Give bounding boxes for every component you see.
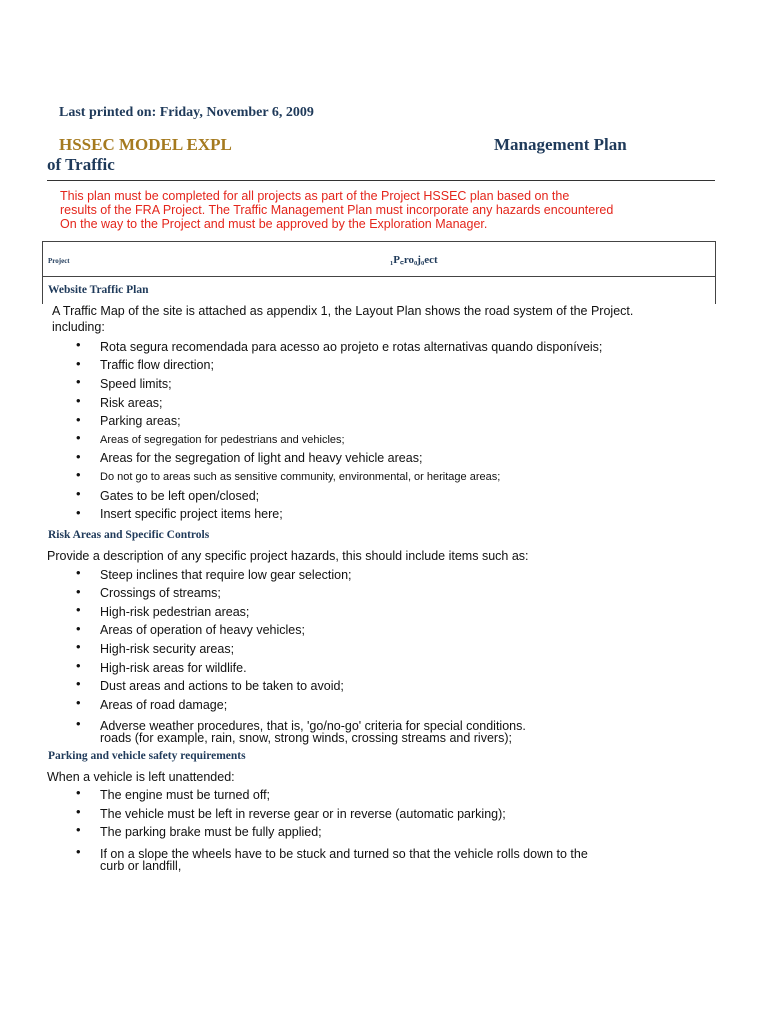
list-item: Do not go to areas such as sensitive community, environmental, or heritage areas; <box>100 471 501 483</box>
header-divider <box>47 180 715 181</box>
list-item: Areas of segregation for pedestrians and vehicles; <box>100 434 345 446</box>
bullet-icon: • <box>76 785 81 800</box>
bullet-icon: • <box>76 695 81 710</box>
bullet-icon: • <box>76 639 81 654</box>
bullet-icon: • <box>76 716 81 731</box>
list-item: Rota segura recomendada para acesso ao projeto e rotas alternativas quando disponíveis; <box>100 340 603 354</box>
bullet-icon: • <box>76 505 81 520</box>
bullet-icon: • <box>76 412 81 427</box>
list-item: Insert specific project items here; <box>100 507 283 521</box>
notice-line-3: On the way to the Project and must be approved by the Exploration Manager. <box>60 217 488 231</box>
bullet-icon: • <box>76 430 81 445</box>
section2-intro: Provide a description of any specific project hazards, this should include items such as: <box>47 549 529 563</box>
notice-line-2: results of the FRA Project. The Traffic Management Plan must incorporate any hazards encountered <box>60 203 614 217</box>
bullet-icon: • <box>76 804 81 819</box>
list-item: High-risk pedestrian areas; <box>100 605 250 619</box>
table-border-right <box>715 276 716 304</box>
bullet-icon: • <box>76 356 81 371</box>
list-item: High-risk areas for wildlife. <box>100 661 247 675</box>
bullet-icon: • <box>76 374 81 389</box>
section-heading-traffic-plan: Website Traffic Plan <box>48 284 149 296</box>
list-item: Parking areas; <box>100 414 181 428</box>
list-item: Risk areas; <box>100 396 163 410</box>
bullet-icon: • <box>76 602 81 617</box>
section-heading-risk-areas: Risk Areas and Specific Controls <box>48 529 210 541</box>
bullet-icon: • <box>76 565 81 580</box>
list-item-continuation: roads (for example, rain, snow, strong winds, crossing streams and rivers); <box>100 731 512 745</box>
bullet-icon: • <box>76 449 81 464</box>
table-border-left <box>42 276 43 304</box>
list-item: Areas of road damage; <box>100 698 228 712</box>
section1-intro-line-1: A Traffic Map of the site is attached as appendix 1, the Layout Plan shows the road system of the Project. <box>52 304 634 318</box>
last-printed-date: Last printed on: Friday, November 6, 2009 <box>59 105 314 120</box>
document-title-suffix: of Traffic <box>47 155 115 174</box>
bullet-icon: • <box>76 844 81 859</box>
document-title-prefix: HSSEC MODEL EXPL <box>59 135 232 154</box>
list-item: Steep inclines that require low gear selection; <box>100 568 352 582</box>
bullet-icon: • <box>76 337 81 352</box>
list-item: Speed limits; <box>100 377 172 391</box>
list-item: Adverse weather procedures, that is, 'go/no-go' criteria for special conditions. <box>100 719 526 733</box>
section-heading-parking: Parking and vehicle safety requirements <box>48 750 246 762</box>
bullet-icon: • <box>76 486 81 501</box>
bullet-icon: • <box>76 822 81 837</box>
list-item: If on a slope the wheels have to be stuck and turned so that the vehicle rolls down to the <box>100 847 588 861</box>
list-item-continuation: curb or landfill, <box>100 859 182 873</box>
list-item: The engine must be turned off; <box>100 788 271 802</box>
list-item: The vehicle must be left in reverse gear or in reverse (automatic parking); <box>100 807 506 821</box>
project-table-divider <box>42 276 716 277</box>
bullet-icon: • <box>76 658 81 673</box>
section1-intro-line-2: including: <box>52 320 105 334</box>
bullet-icon: • <box>76 467 81 482</box>
project-table <box>42 241 716 276</box>
bullet-icon: • <box>76 621 81 636</box>
list-item: Areas for the segregation of light and heavy vehicle areas; <box>100 451 423 465</box>
list-item: Crossings of streams; <box>100 586 221 600</box>
project-field-label: Project <box>48 257 70 265</box>
list-item: High-risk security areas; <box>100 642 235 656</box>
list-item: The parking brake must be fully applied; <box>100 825 322 839</box>
list-item: Dust areas and actions to be taken to avoid; <box>100 679 344 693</box>
notice-line-1: This plan must be completed for all projects as part of the Project HSSEC plan based on the <box>60 189 570 203</box>
bullet-icon: • <box>76 393 81 408</box>
list-item: Areas of operation of heavy vehicles; <box>100 623 305 637</box>
list-item: Traffic flow direction; <box>100 358 214 372</box>
list-item: Gates to be left open/closed; <box>100 489 260 503</box>
project-field-value: ₁P꜀ro₀j₀ect <box>390 254 438 266</box>
section3-intro: When a vehicle is left unattended: <box>47 770 235 784</box>
bullet-icon: • <box>76 584 81 599</box>
document-title-main: Management Plan <box>494 135 627 154</box>
bullet-icon: • <box>76 676 81 691</box>
